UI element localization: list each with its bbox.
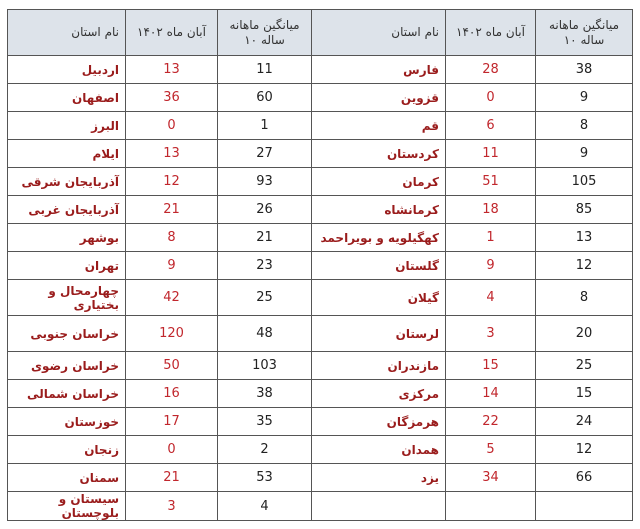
province-cell-right: کهگیلویه و بویراحمد <box>312 224 446 252</box>
province-cell-right: هرمزگان <box>312 408 446 436</box>
table-row <box>8 112 633 140</box>
avg-cell-left: 53 <box>218 464 312 492</box>
avg-cell-right: 38 <box>536 56 633 84</box>
aban-cell-left: 9 <box>126 252 218 280</box>
province-cell-right <box>312 492 446 521</box>
aban-cell-right: 0 <box>446 84 536 112</box>
avg-cell-left: 48 <box>218 316 312 352</box>
province-cell-left: بوشهر <box>8 224 126 252</box>
table-row <box>8 380 633 408</box>
province-cell-right: کرمانشاه <box>312 196 446 224</box>
province-cell-right: یزد <box>312 464 446 492</box>
avg-cell-left: 21 <box>218 224 312 252</box>
avg-cell-right: 13 <box>536 224 633 252</box>
table-row <box>8 224 633 252</box>
header-aban-right: آبان ماه ۱۴۰۲ <box>446 10 536 56</box>
aban-cell-right: 34 <box>446 464 536 492</box>
avg-cell-right: 25 <box>536 352 633 380</box>
avg-cell-right: 12 <box>536 436 633 464</box>
province-cell-left: زنجان <box>8 436 126 464</box>
aban-cell-left: 8 <box>126 224 218 252</box>
aban-cell-left: 42 <box>126 280 218 316</box>
avg-cell-left: 103 <box>218 352 312 380</box>
rainfall-table <box>7 9 633 521</box>
table-row <box>8 352 633 380</box>
aban-cell-left: 13 <box>126 56 218 84</box>
avg-cell-right: 12 <box>536 252 633 280</box>
avg-cell-right: 105 <box>536 168 633 196</box>
aban-cell-right: 51 <box>446 168 536 196</box>
aban-cell-right: 15 <box>446 352 536 380</box>
avg-cell-right: 8 <box>536 112 633 140</box>
province-cell-left: سمنان <box>8 464 126 492</box>
province-cell-right: لرستان <box>312 316 446 352</box>
avg-cell-left: 11 <box>218 56 312 84</box>
aban-cell-right: 6 <box>446 112 536 140</box>
avg-cell-left: 2 <box>218 436 312 464</box>
avg-cell-left: 1 <box>218 112 312 140</box>
table-row <box>8 56 633 84</box>
province-cell-right: قزوین <box>312 84 446 112</box>
avg-cell-left: 27 <box>218 140 312 168</box>
aban-cell-left: 36 <box>126 84 218 112</box>
avg-cell-left: 93 <box>218 168 312 196</box>
aban-cell-right: 28 <box>446 56 536 84</box>
aban-cell-right <box>446 492 536 521</box>
aban-cell-left: 21 <box>126 196 218 224</box>
province-cell-left: تهران <box>8 252 126 280</box>
avg-cell-left: 23 <box>218 252 312 280</box>
table-row <box>8 140 633 168</box>
table-row <box>8 408 633 436</box>
aban-cell-left: 120 <box>126 316 218 352</box>
header-avg-left: میانگین ماهانه ۱۰ ساله <box>218 10 312 56</box>
province-cell-left: چهارمحال و بختیاری <box>8 280 126 316</box>
province-cell-left: اصفهان <box>8 84 126 112</box>
table-row <box>8 492 633 521</box>
avg-cell-right: 15 <box>536 380 633 408</box>
province-cell-right: کرمان <box>312 168 446 196</box>
avg-cell-right <box>536 492 633 521</box>
province-cell-right: همدان <box>312 436 446 464</box>
avg-cell-left: 60 <box>218 84 312 112</box>
table-row <box>8 436 633 464</box>
table-row <box>8 464 633 492</box>
province-cell-right: قم <box>312 112 446 140</box>
aban-cell-left: 0 <box>126 112 218 140</box>
province-cell-right: کردستان <box>312 140 446 168</box>
header-row <box>8 10 633 56</box>
province-cell-left: آذربایجان شرقی <box>8 168 126 196</box>
header-avg-right: میانگین ماهانه ۱۰ ساله <box>536 10 633 56</box>
aban-cell-left: 0 <box>126 436 218 464</box>
province-cell-left: اردبیل <box>8 56 126 84</box>
aban-cell-right: 3 <box>446 316 536 352</box>
aban-cell-right: 14 <box>446 380 536 408</box>
province-cell-right: مازندران <box>312 352 446 380</box>
province-cell-left: خراسان جنوبی <box>8 316 126 352</box>
province-cell-right: مرکزی <box>312 380 446 408</box>
avg-cell-right: 9 <box>536 140 633 168</box>
table-row <box>8 316 633 352</box>
table-row <box>8 252 633 280</box>
table-row <box>8 280 633 316</box>
aban-cell-right: 9 <box>446 252 536 280</box>
aban-cell-right: 5 <box>446 436 536 464</box>
province-cell-left: خوزستان <box>8 408 126 436</box>
aban-cell-left: 21 <box>126 464 218 492</box>
province-cell-right: گلستان <box>312 252 446 280</box>
aban-cell-right: 11 <box>446 140 536 168</box>
province-cell-left: خراسان رضوی <box>8 352 126 380</box>
avg-cell-left: 35 <box>218 408 312 436</box>
header-province-left: نام استان <box>8 10 126 56</box>
header-aban-left: آبان ماه ۱۴۰۲ <box>126 10 218 56</box>
province-cell-left: سیستان و بلوچستان <box>8 492 126 521</box>
table-row <box>8 168 633 196</box>
province-cell-left: خراسان شمالی <box>8 380 126 408</box>
header-province-right: نام استان <box>312 10 446 56</box>
province-cell-left: ایلام <box>8 140 126 168</box>
avg-cell-right: 8 <box>536 280 633 316</box>
province-cell-left: البرز <box>8 112 126 140</box>
province-cell-right: گیلان <box>312 280 446 316</box>
aban-cell-left: 16 <box>126 380 218 408</box>
aban-cell-right: 4 <box>446 280 536 316</box>
province-cell-right: فارس <box>312 56 446 84</box>
avg-cell-left: 38 <box>218 380 312 408</box>
avg-cell-left: 25 <box>218 280 312 316</box>
aban-cell-left: 17 <box>126 408 218 436</box>
aban-cell-left: 12 <box>126 168 218 196</box>
aban-cell-left: 50 <box>126 352 218 380</box>
avg-cell-right: 66 <box>536 464 633 492</box>
avg-cell-left: 26 <box>218 196 312 224</box>
aban-cell-left: 13 <box>126 140 218 168</box>
province-cell-left: آذربایجان غربی <box>8 196 126 224</box>
table-row <box>8 196 633 224</box>
avg-cell-right: 20 <box>536 316 633 352</box>
avg-cell-right: 85 <box>536 196 633 224</box>
table-container <box>7 9 633 521</box>
avg-cell-right: 24 <box>536 408 633 436</box>
aban-cell-right: 18 <box>446 196 536 224</box>
table-row <box>8 84 633 112</box>
aban-cell-left: 3 <box>126 492 218 521</box>
aban-cell-right: 1 <box>446 224 536 252</box>
aban-cell-right: 22 <box>446 408 536 436</box>
avg-cell-right: 9 <box>536 84 633 112</box>
avg-cell-left: 4 <box>218 492 312 521</box>
